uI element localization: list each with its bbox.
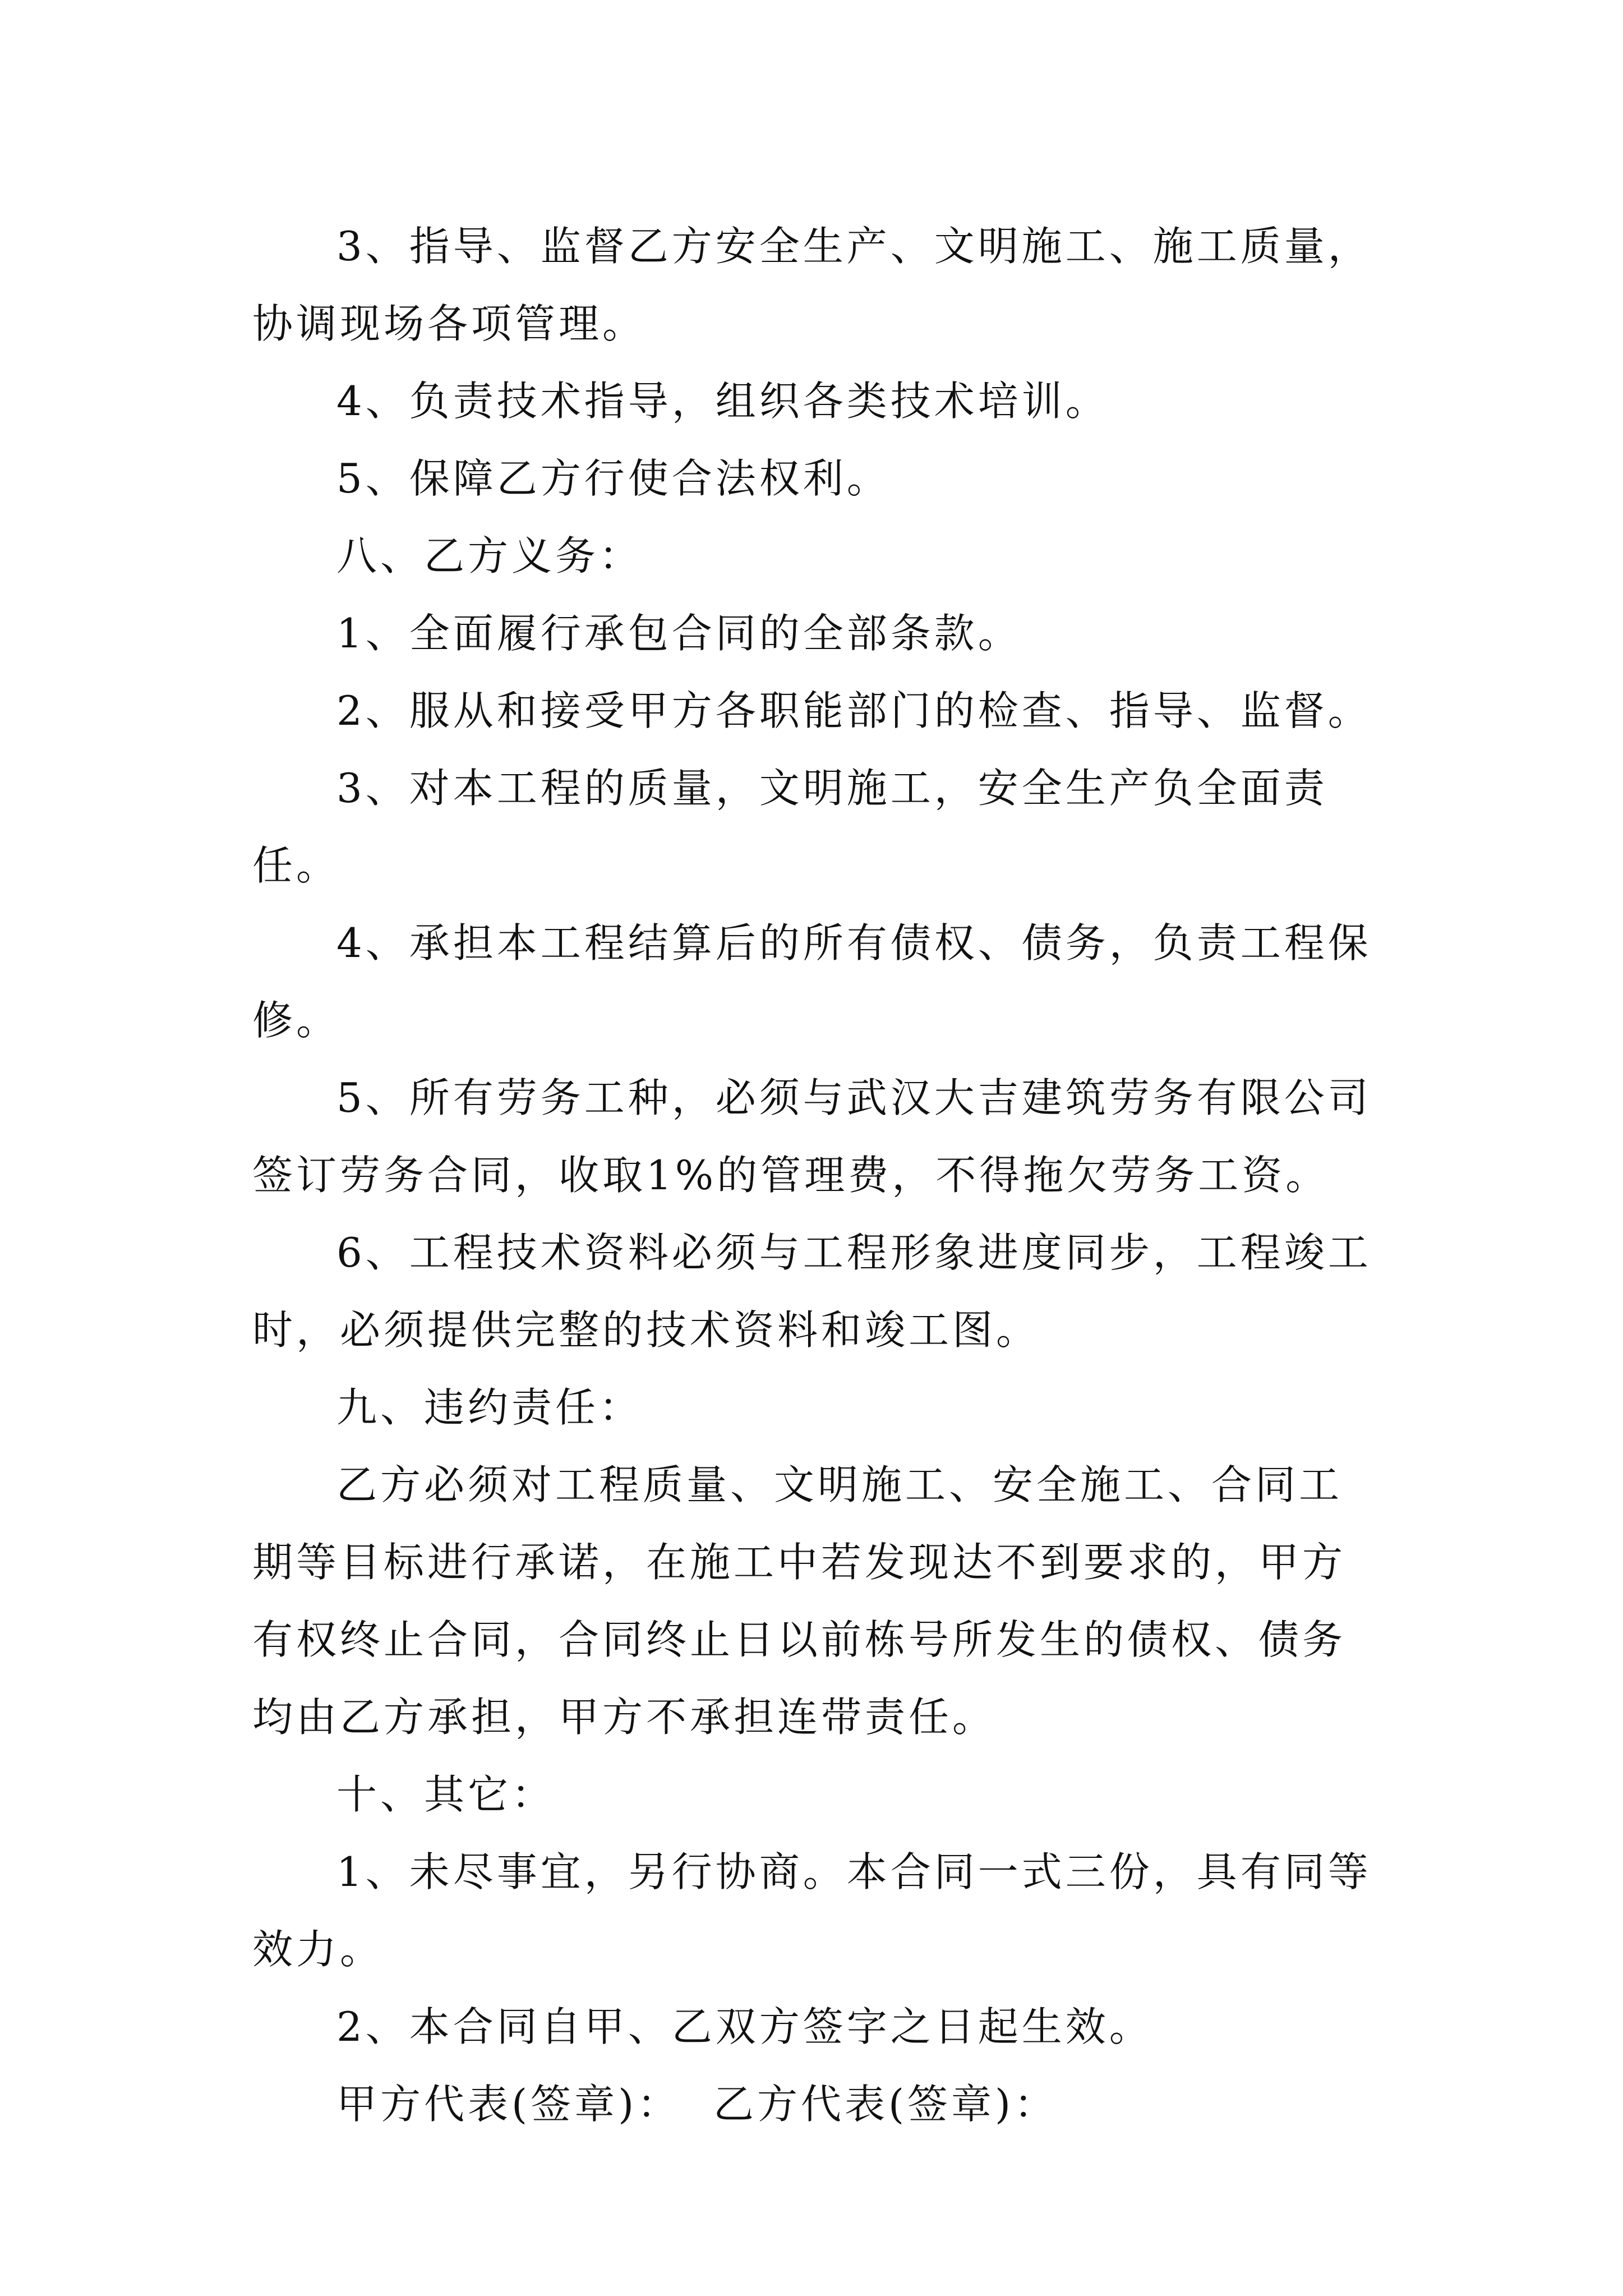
party-a-signature-label: 甲方代表(签章)： [336,2081,681,2128]
paragraph-5: 1、全面履行承包合同的全部条款。 [336,610,1022,657]
paragraph-6: 2、服从和接受甲方各职能部门的检查、指导、监督。 [336,687,1372,734]
paragraph-1: 3、指导、监督乙方安全生产、文明施工、施工质量，协调现场各项管理。 [252,223,1372,347]
paragraph-3: 5、保障乙方行使合法权利。 [336,455,891,502]
party-b-signature-label: 乙方代表(签章)： [713,2081,1058,2128]
paragraph-15: 2、本合同自甲、乙双方签字之日起生效。 [336,2003,1153,2050]
paragraph-14: 1、未尽事宜，另行协商。本合同一式三份，具有同等效力。 [252,1848,1372,1973]
paragraph-7: 3、对本工程的质量，文明施工，安全生产负全面责任。 [252,765,1328,889]
paragraph-10: 6、工程技术资料必须与工程形象进度同步，工程竣工时，必须提供完整的技术资料和竣工图。 [252,1229,1372,1354]
paragraph-12: 乙方必须对工程质量、文明施工、安全施工、合同工期等目标进行承诺，在施工中若发现达不到要求的，甲方有权终止合同，合同终止日以前栋号所发生的债权、债务均由乙方承担，甲方不承担连带责任。 [252,1461,1347,1741]
paragraph-2: 4、负责技术指导，组织各类技术培训。 [336,378,1109,425]
paragraph-9: 5、所有劳务工种，必须与武汉大吉建筑劳务有限公司签订劳务合同，收取1%的管理费，不得拖欠劳务工资。 [252,1074,1372,1199]
paragraph-8: 4、承担本工程结算后的所有债权、债务，负责工程保修。 [252,919,1372,1044]
section-heading-9: 九、违约责任： [336,1384,643,1431]
section-heading-8: 八、乙方义务： [336,532,643,579]
section-heading-10: 十、其它： [336,1771,556,1818]
document-body [252,208,1385,2143]
signature-line [252,2065,1385,2143]
